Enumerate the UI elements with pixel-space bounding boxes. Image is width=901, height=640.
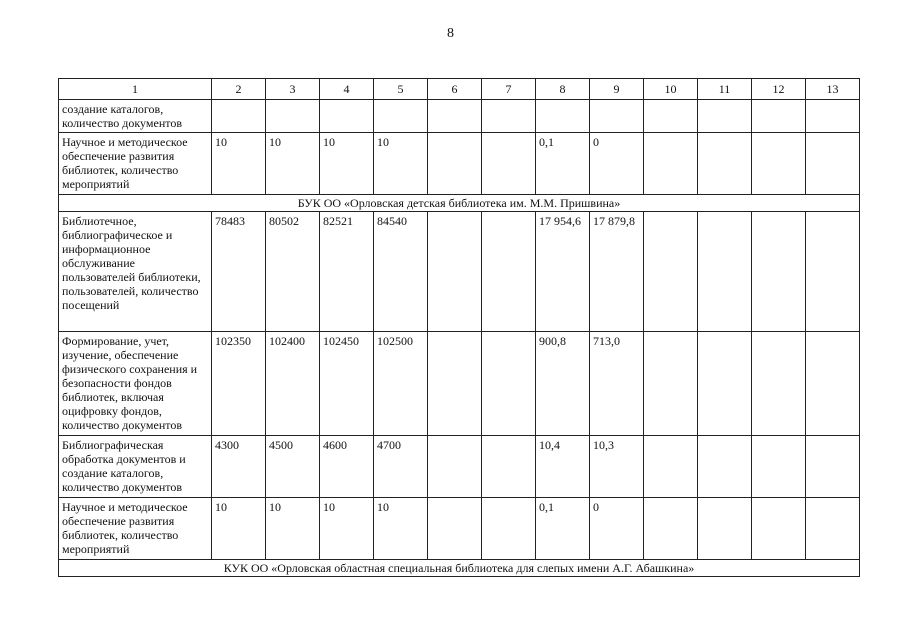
value-cell: 10 (212, 498, 266, 560)
value-cell (212, 100, 266, 133)
column-header: 9 (590, 79, 644, 100)
value-cell (482, 498, 536, 560)
value-cell (698, 212, 752, 332)
value-cell: 10,3 (590, 436, 644, 498)
table-row (59, 332, 860, 436)
table-row (59, 436, 860, 498)
value-cell (806, 436, 860, 498)
column-header: 8 (536, 79, 590, 100)
value-cell (428, 100, 482, 133)
value-cell: 10 (266, 133, 320, 195)
value-cell (806, 100, 860, 133)
value-cell: 4700 (374, 436, 428, 498)
value-cell: 4600 (320, 436, 374, 498)
table-row (59, 133, 860, 195)
value-cell (482, 212, 536, 332)
value-cell (698, 332, 752, 436)
indicator-name-cell: Библиографическая обработка документов и создание каталогов, количество документов (59, 436, 212, 498)
value-cell: 10 (374, 498, 428, 560)
value-cell: 0 (590, 133, 644, 195)
value-cell: 17 954,6 (536, 212, 590, 332)
value-cell (752, 498, 806, 560)
value-cell (482, 436, 536, 498)
value-cell (644, 100, 698, 133)
value-cell (644, 133, 698, 195)
value-cell (806, 212, 860, 332)
indicator-name-cell: Научное и методическое обеспечение развития библиотек, количество мероприятий (59, 498, 212, 560)
value-cell: 10 (374, 133, 428, 195)
table-row (59, 100, 860, 133)
value-cell (752, 133, 806, 195)
column-header: 6 (428, 79, 482, 100)
value-cell (428, 332, 482, 436)
section-header-row (59, 560, 860, 577)
value-cell (428, 212, 482, 332)
indicator-name-cell: создание каталогов, количество документов (59, 100, 212, 133)
value-cell: 102400 (266, 332, 320, 436)
value-cell: 0,1 (536, 133, 590, 195)
value-cell (806, 332, 860, 436)
value-cell: 84540 (374, 212, 428, 332)
table-row (59, 212, 860, 332)
column-header: 10 (644, 79, 698, 100)
column-header: 11 (698, 79, 752, 100)
value-cell (644, 332, 698, 436)
value-cell (644, 212, 698, 332)
value-cell: 102500 (374, 332, 428, 436)
value-cell (482, 332, 536, 436)
value-cell: 4500 (266, 436, 320, 498)
value-cell: 0,1 (536, 498, 590, 560)
column-header: 4 (320, 79, 374, 100)
data-table (58, 78, 860, 577)
page-number: 8 (447, 26, 454, 41)
value-cell (806, 133, 860, 195)
indicator-name-cell: Библиотечное, библиографическое и информационное обслуживание пользователей библиотеки, пользователей, количество посещений (59, 212, 212, 332)
column-header: 3 (266, 79, 320, 100)
value-cell (482, 133, 536, 195)
value-cell: 17 879,8 (590, 212, 644, 332)
value-cell: 10 (266, 498, 320, 560)
section-header-row (59, 195, 860, 212)
value-cell: 0 (590, 498, 644, 560)
value-cell: 80502 (266, 212, 320, 332)
table-row (59, 498, 860, 560)
value-cell (320, 100, 374, 133)
table-header-row (59, 79, 860, 100)
value-cell (644, 498, 698, 560)
value-cell (752, 436, 806, 498)
value-cell: 102350 (212, 332, 266, 436)
section-title: БУК ОО «Орловская детская библиотека им. М.М. Пришвина» (59, 195, 860, 212)
value-cell: 10 (212, 133, 266, 195)
value-cell: 102450 (320, 332, 374, 436)
indicator-name-cell: Формирование, учет, изучение, обеспечение физического сохранения и безопасности фондов библиотек, включая оцифровку фондов, количество документов (59, 332, 212, 436)
value-cell: 713,0 (590, 332, 644, 436)
value-cell (698, 436, 752, 498)
value-cell (428, 436, 482, 498)
value-cell: 900,8 (536, 332, 590, 436)
value-cell (698, 133, 752, 195)
value-cell (698, 498, 752, 560)
value-cell: 10,4 (536, 436, 590, 498)
value-cell: 78483 (212, 212, 266, 332)
value-cell: 82521 (320, 212, 374, 332)
value-cell (482, 100, 536, 133)
value-cell (428, 133, 482, 195)
column-header: 13 (806, 79, 860, 100)
value-cell (752, 100, 806, 133)
value-cell: 10 (320, 133, 374, 195)
value-cell (644, 436, 698, 498)
column-header: 7 (482, 79, 536, 100)
value-cell (428, 498, 482, 560)
value-cell (752, 332, 806, 436)
value-cell (698, 100, 752, 133)
column-header: 5 (374, 79, 428, 100)
value-cell (590, 100, 644, 133)
section-title: КУК ОО «Орловская областная специальная библиотека для слепых имени А.Г. Абашкина» (59, 560, 860, 577)
value-cell (806, 498, 860, 560)
value-cell (536, 100, 590, 133)
value-cell (374, 100, 428, 133)
value-cell (752, 212, 806, 332)
value-cell: 10 (320, 498, 374, 560)
value-cell: 4300 (212, 436, 266, 498)
value-cell (266, 100, 320, 133)
column-header: 2 (212, 79, 266, 100)
column-header: 1 (59, 79, 212, 100)
indicator-name-cell: Научное и методическое обеспечение развития библиотек, количество мероприятий (59, 133, 212, 195)
column-header: 12 (752, 79, 806, 100)
